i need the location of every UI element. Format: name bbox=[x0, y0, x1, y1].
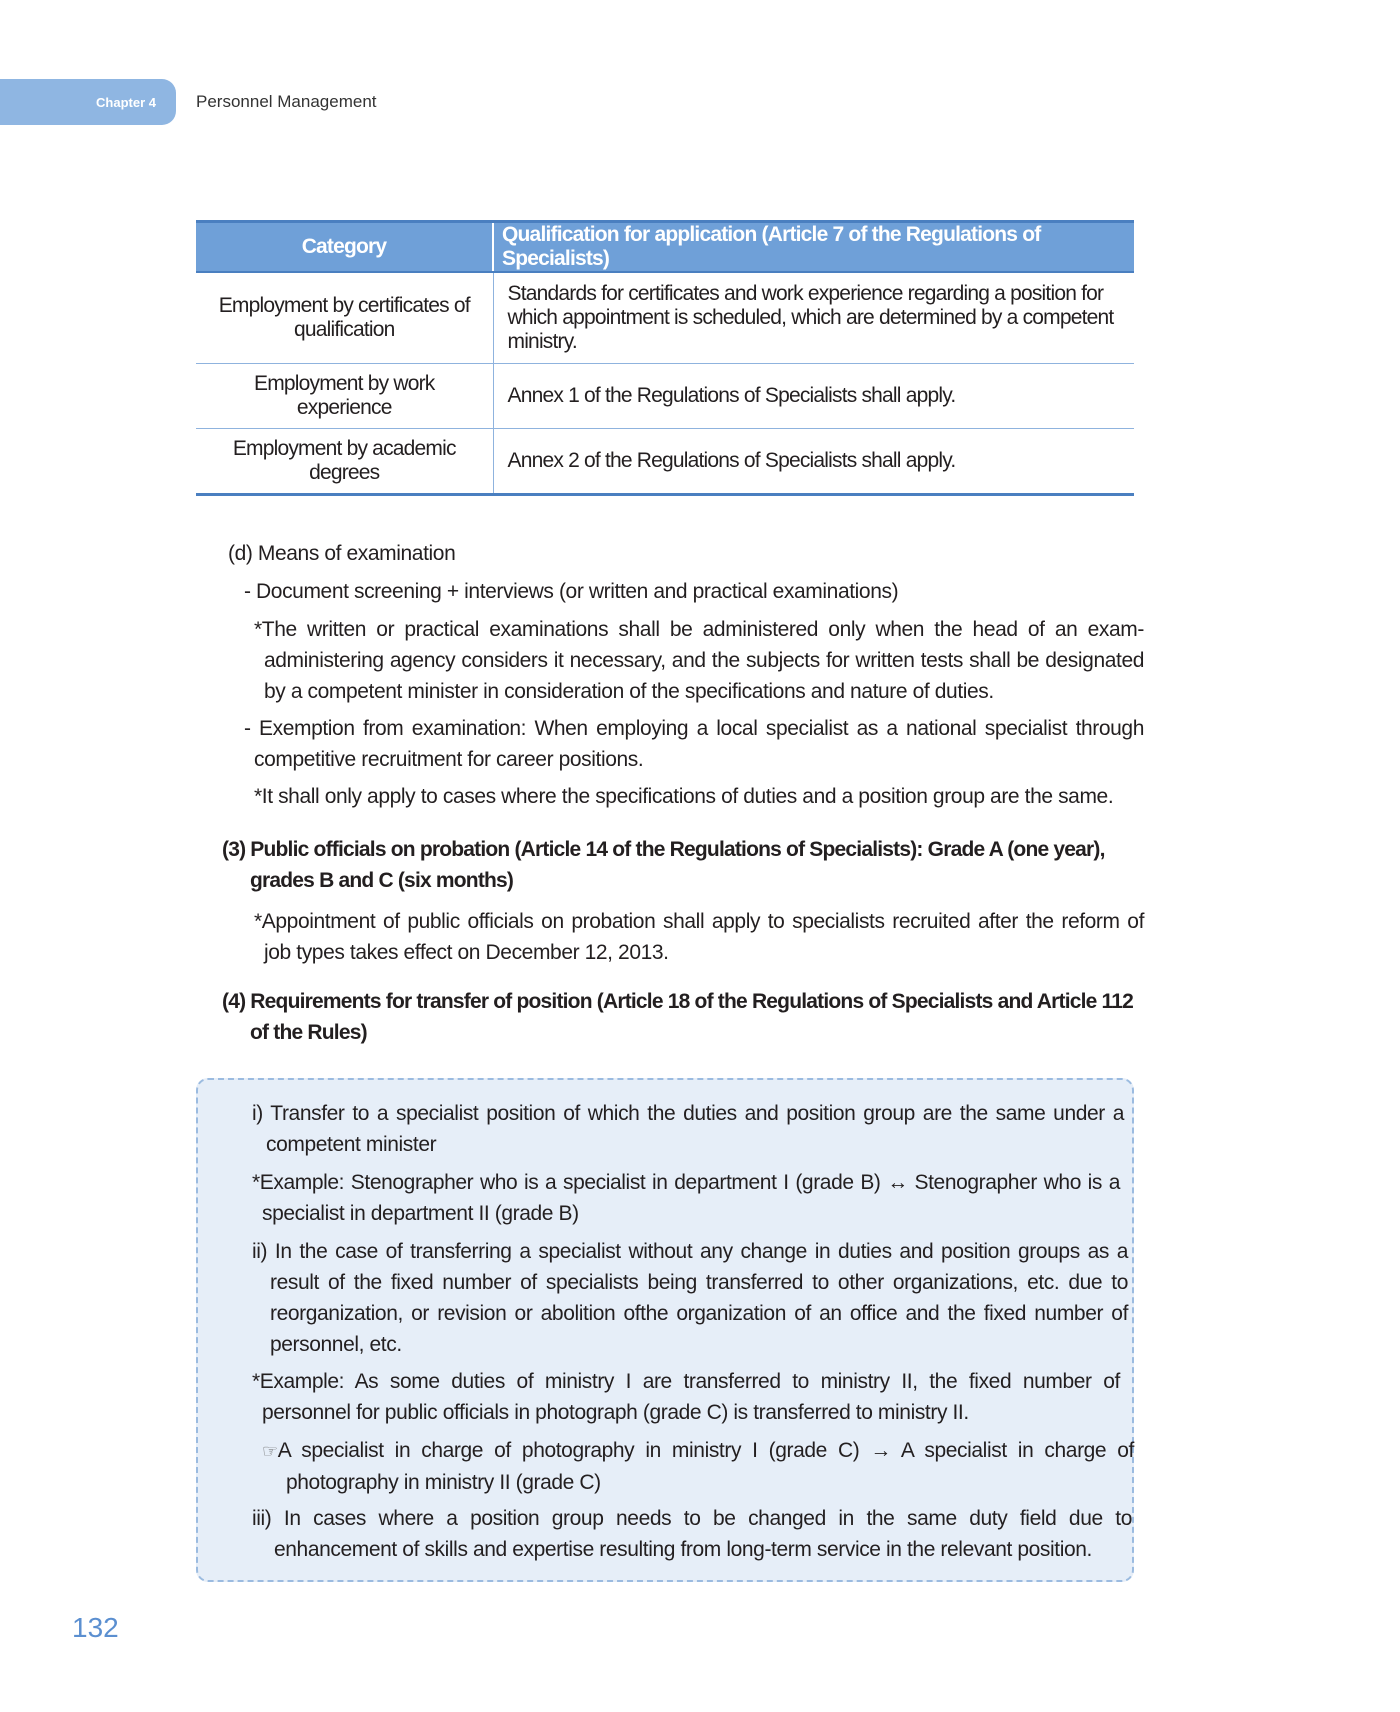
box-item-ii: ii) In the case of transferring a specialist without any change in duties and position groups as a result of the fixed number of specialists being transferred to other organizations, etc. due to reorganization, or revision or abolition ofthe organization of an office and the fixed number of personnel, etc. bbox=[252, 1240, 1128, 1356]
qualification-cell: Annex 2 of the Regulations of Specialists shall apply. bbox=[493, 429, 1134, 495]
box-pointer-text: A specialist in charge of photography in ministry I (grade C) → A specialist in charge of photography in ministry II (grade C) bbox=[277, 1439, 1134, 1494]
section-d-note-2: *It shall only apply to cases where the specifications of duties and a position group are the same. bbox=[254, 785, 1114, 808]
box-example-i: *Example: Stenographer who is a specialist in department I (grade B) ↔ Stenographer who is a specialist in department II (grade B) bbox=[252, 1171, 1120, 1225]
category-cell: Employment by certificates of qualification bbox=[196, 272, 493, 364]
table-header-row bbox=[196, 222, 1134, 273]
box-item-i: i) Transfer to a specialist position of which the duties and position group are the same under a competent minister bbox=[252, 1102, 1124, 1156]
box-pointer-line bbox=[262, 1435, 1134, 1498]
section-4-heading: (4) Requirements for transfer of position (Article 18 of the Regulations of Specialists and Article 112 of the Rules) bbox=[222, 990, 1134, 1044]
box-item-iii: iii) In cases where a position group needs to be changed in the same duty field due to enhancement of skills and expertise resulting from long-term service in the relevant position. bbox=[252, 1507, 1132, 1561]
box-example-ii: *Example: As some duties of ministry I are transferred to ministry II, the fixed number of personnel for public officials in photograph (grade C) is transferred to ministry II. bbox=[252, 1370, 1120, 1424]
category-cell: Employment by academic degrees bbox=[196, 429, 493, 495]
table-row bbox=[196, 272, 1134, 364]
qualification-cell: Standards for certificates and work experience regarding a position for which appointment is scheduled, which are determined by a competent ministry. bbox=[493, 272, 1134, 364]
table-row bbox=[196, 429, 1134, 495]
category-cell: Employment by work experience bbox=[196, 364, 493, 429]
qualification-cell: Annex 1 of the Regulations of Specialists shall apply. bbox=[493, 364, 1134, 429]
section-d-heading: (d) Means of examination bbox=[228, 542, 456, 565]
column-header-category: Category bbox=[196, 222, 493, 273]
section-d-note-1: *The written or practical examinations shall be administered only when the head of an exam-administering agency considers it necessary, and the subjects for written tests shall be designated by a competent minister in consideration of the specifications and nature of duties. bbox=[254, 618, 1144, 703]
section-d-item-1: - Document screening + interviews (or written and practical examinations) bbox=[244, 580, 899, 603]
page-number: 132 bbox=[72, 1612, 119, 1643]
column-header-qualification: Qualification for application (Article 7 of the Regulations of Specialists) bbox=[493, 222, 1134, 273]
section-d-item-2: - Exemption from examination: When employing a local specialist as a national specialist through competitive recruitment for career positions. bbox=[244, 717, 1144, 771]
section-3-note: *Appointment of public officials on probation shall apply to specialists recruited after the reform of job types takes effect on December 12, 2013. bbox=[254, 910, 1144, 964]
qualification-table bbox=[196, 220, 1134, 496]
chapter-tab: Chapter 4 bbox=[0, 79, 176, 125]
table-row bbox=[196, 364, 1134, 429]
running-title: Personnel Management bbox=[196, 92, 377, 111]
pointing-hand-icon: ☞ bbox=[262, 1441, 278, 1461]
section-3-heading: (3) Public officials on probation (Article 14 of the Regulations of Specialists): Grade A (one year), grades B and C (six months) bbox=[222, 838, 1105, 892]
